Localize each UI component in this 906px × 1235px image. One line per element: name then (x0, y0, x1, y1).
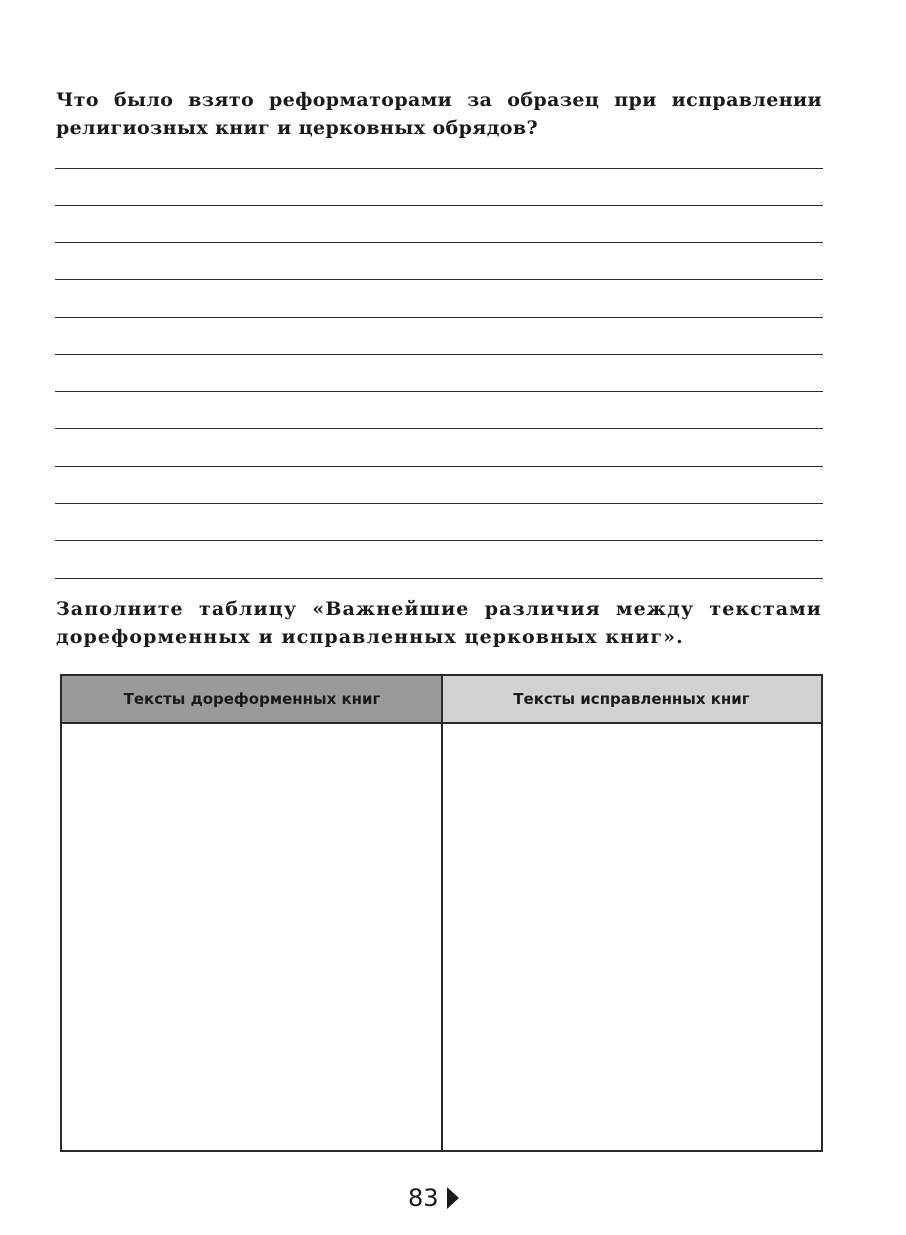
table-cell-prereform[interactable] (62, 724, 441, 1150)
page-number: 83 (408, 1184, 439, 1212)
answer-line[interactable] (55, 354, 823, 355)
page-footer (408, 1184, 459, 1212)
answer-line[interactable] (55, 205, 823, 206)
question-1: Что было взято реформаторами за образец при исправлении религиозных книг и церковных обрядов? (56, 89, 822, 139)
answer-line[interactable] (55, 168, 823, 169)
answer-line[interactable] (55, 503, 823, 504)
answer-line[interactable] (55, 317, 823, 318)
answer-line[interactable] (55, 242, 823, 243)
answer-line[interactable] (55, 391, 823, 392)
triangle-right-icon (447, 1187, 459, 1209)
table-header-corrected: Тексты исправленных книг (442, 676, 821, 724)
comparison-table (60, 674, 823, 1152)
answer-line[interactable] (55, 540, 823, 541)
answer-line[interactable] (55, 428, 823, 429)
answer-line[interactable] (55, 578, 823, 579)
table-header-prereform: Тексты дореформенных книг (62, 676, 442, 724)
answer-line[interactable] (55, 279, 823, 280)
answer-line[interactable] (55, 466, 823, 467)
question-2: Заполните таблицу «Важнейшие различия между текстами дореформенных и исправленных церковных книг». (56, 598, 822, 648)
table-cell-corrected[interactable] (443, 724, 821, 1150)
